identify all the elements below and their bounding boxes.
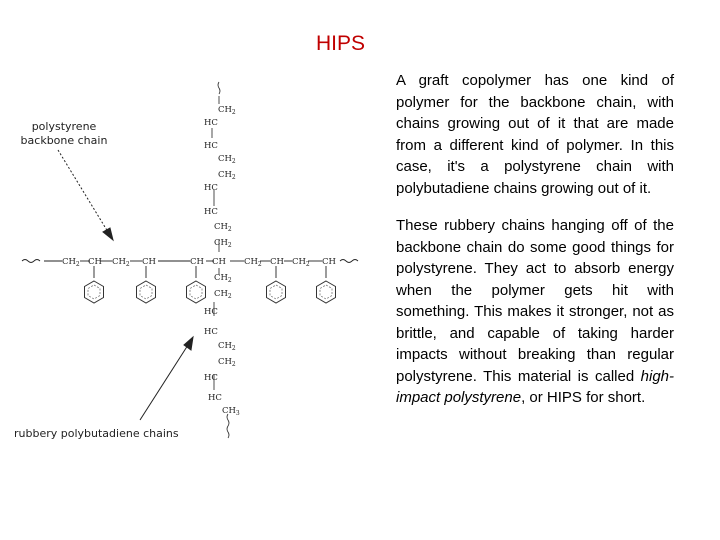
benzene-ring-icon [85,281,104,303]
hips-emphasis: high-impact polystyrene [396,367,674,406]
group-ch2: $CH_2$ [218,357,236,368]
group-ch: CH [270,257,284,267]
group-ch2: $CH_2$ [112,257,130,268]
label-backbone-line2: backbone chain [20,134,108,147]
page-title: HIPS [316,32,366,55]
group-ch: CH [88,257,102,267]
benzene-rings [85,281,336,303]
wavy-end-bottom [227,414,229,438]
group-ch: CH [190,257,204,267]
group-ch: CH [142,257,156,267]
group-hc: HC [204,207,218,217]
paragraph-graft-copolymer: A graft copolymer has one kind of polymer for the backbone chain, with chains growing out of it that are made from a different kind of polymer. In this case, it's a polystyrene chain with polybutadiene chains growing out of it. [396,72,674,197]
group-ch2: $CH_2$ [214,289,232,300]
benzene-ring-icon [317,281,336,303]
group-ch2: $CH_2$ [218,105,236,116]
group-hc: HC [204,141,218,151]
group-ch2: $CH_2$ [62,257,80,268]
group-hc: HC [204,307,218,317]
benzene-ring-icon [187,281,206,303]
arrow-to-rubbery [140,345,188,420]
label-backbone-line1: polystyrene [31,120,97,133]
group-hc: HC [204,373,218,383]
paragraph-part-before: These rubbery chains hanging off of the backbone chain do some good things for polystyrene. They act to absorb energy when the polymer gets hit with something. This makes it stronger, not as brittle, and capable of taking harder impacts without breaking than regular polystyrene. This material is called [396,217,674,385]
group-ch2: $CH_2$ [218,341,236,352]
group-hc: HC [208,393,222,403]
benzene-ring-icon [267,281,286,303]
benzene-ring-icon [137,281,156,303]
arrow-head-rubbery-icon [184,337,193,350]
label-rubbery-text: rubbery polybutadiene chains [14,427,179,440]
paragraph-part-after: , or HIPS for short. [521,389,646,406]
group-ch: CH [322,257,336,267]
group-ch3: $CH_3$ [222,406,240,417]
group-ch2: $CH_2$ [214,273,232,284]
group-ch2: $CH_2$ [292,257,310,268]
group-hc: HC [204,183,218,193]
group-ch2: $CH_2$ [244,257,262,268]
group-ch2: $CH_2$ [214,222,232,233]
group-ch2: $CH_2$ [218,170,236,181]
group-hc: HC [204,327,218,337]
arrow-to-backbone [58,150,108,232]
wavy-end-left [22,260,40,263]
arrow-head-backbone-icon [103,228,113,240]
wavy-end-right [340,260,358,263]
group-ch2: $CH_2$ [218,154,236,165]
group-hc: HC [204,118,218,128]
group-ch: CH [212,257,226,267]
wavy-end-top [218,82,220,94]
group-ch2: $CH_2$ [214,238,232,249]
